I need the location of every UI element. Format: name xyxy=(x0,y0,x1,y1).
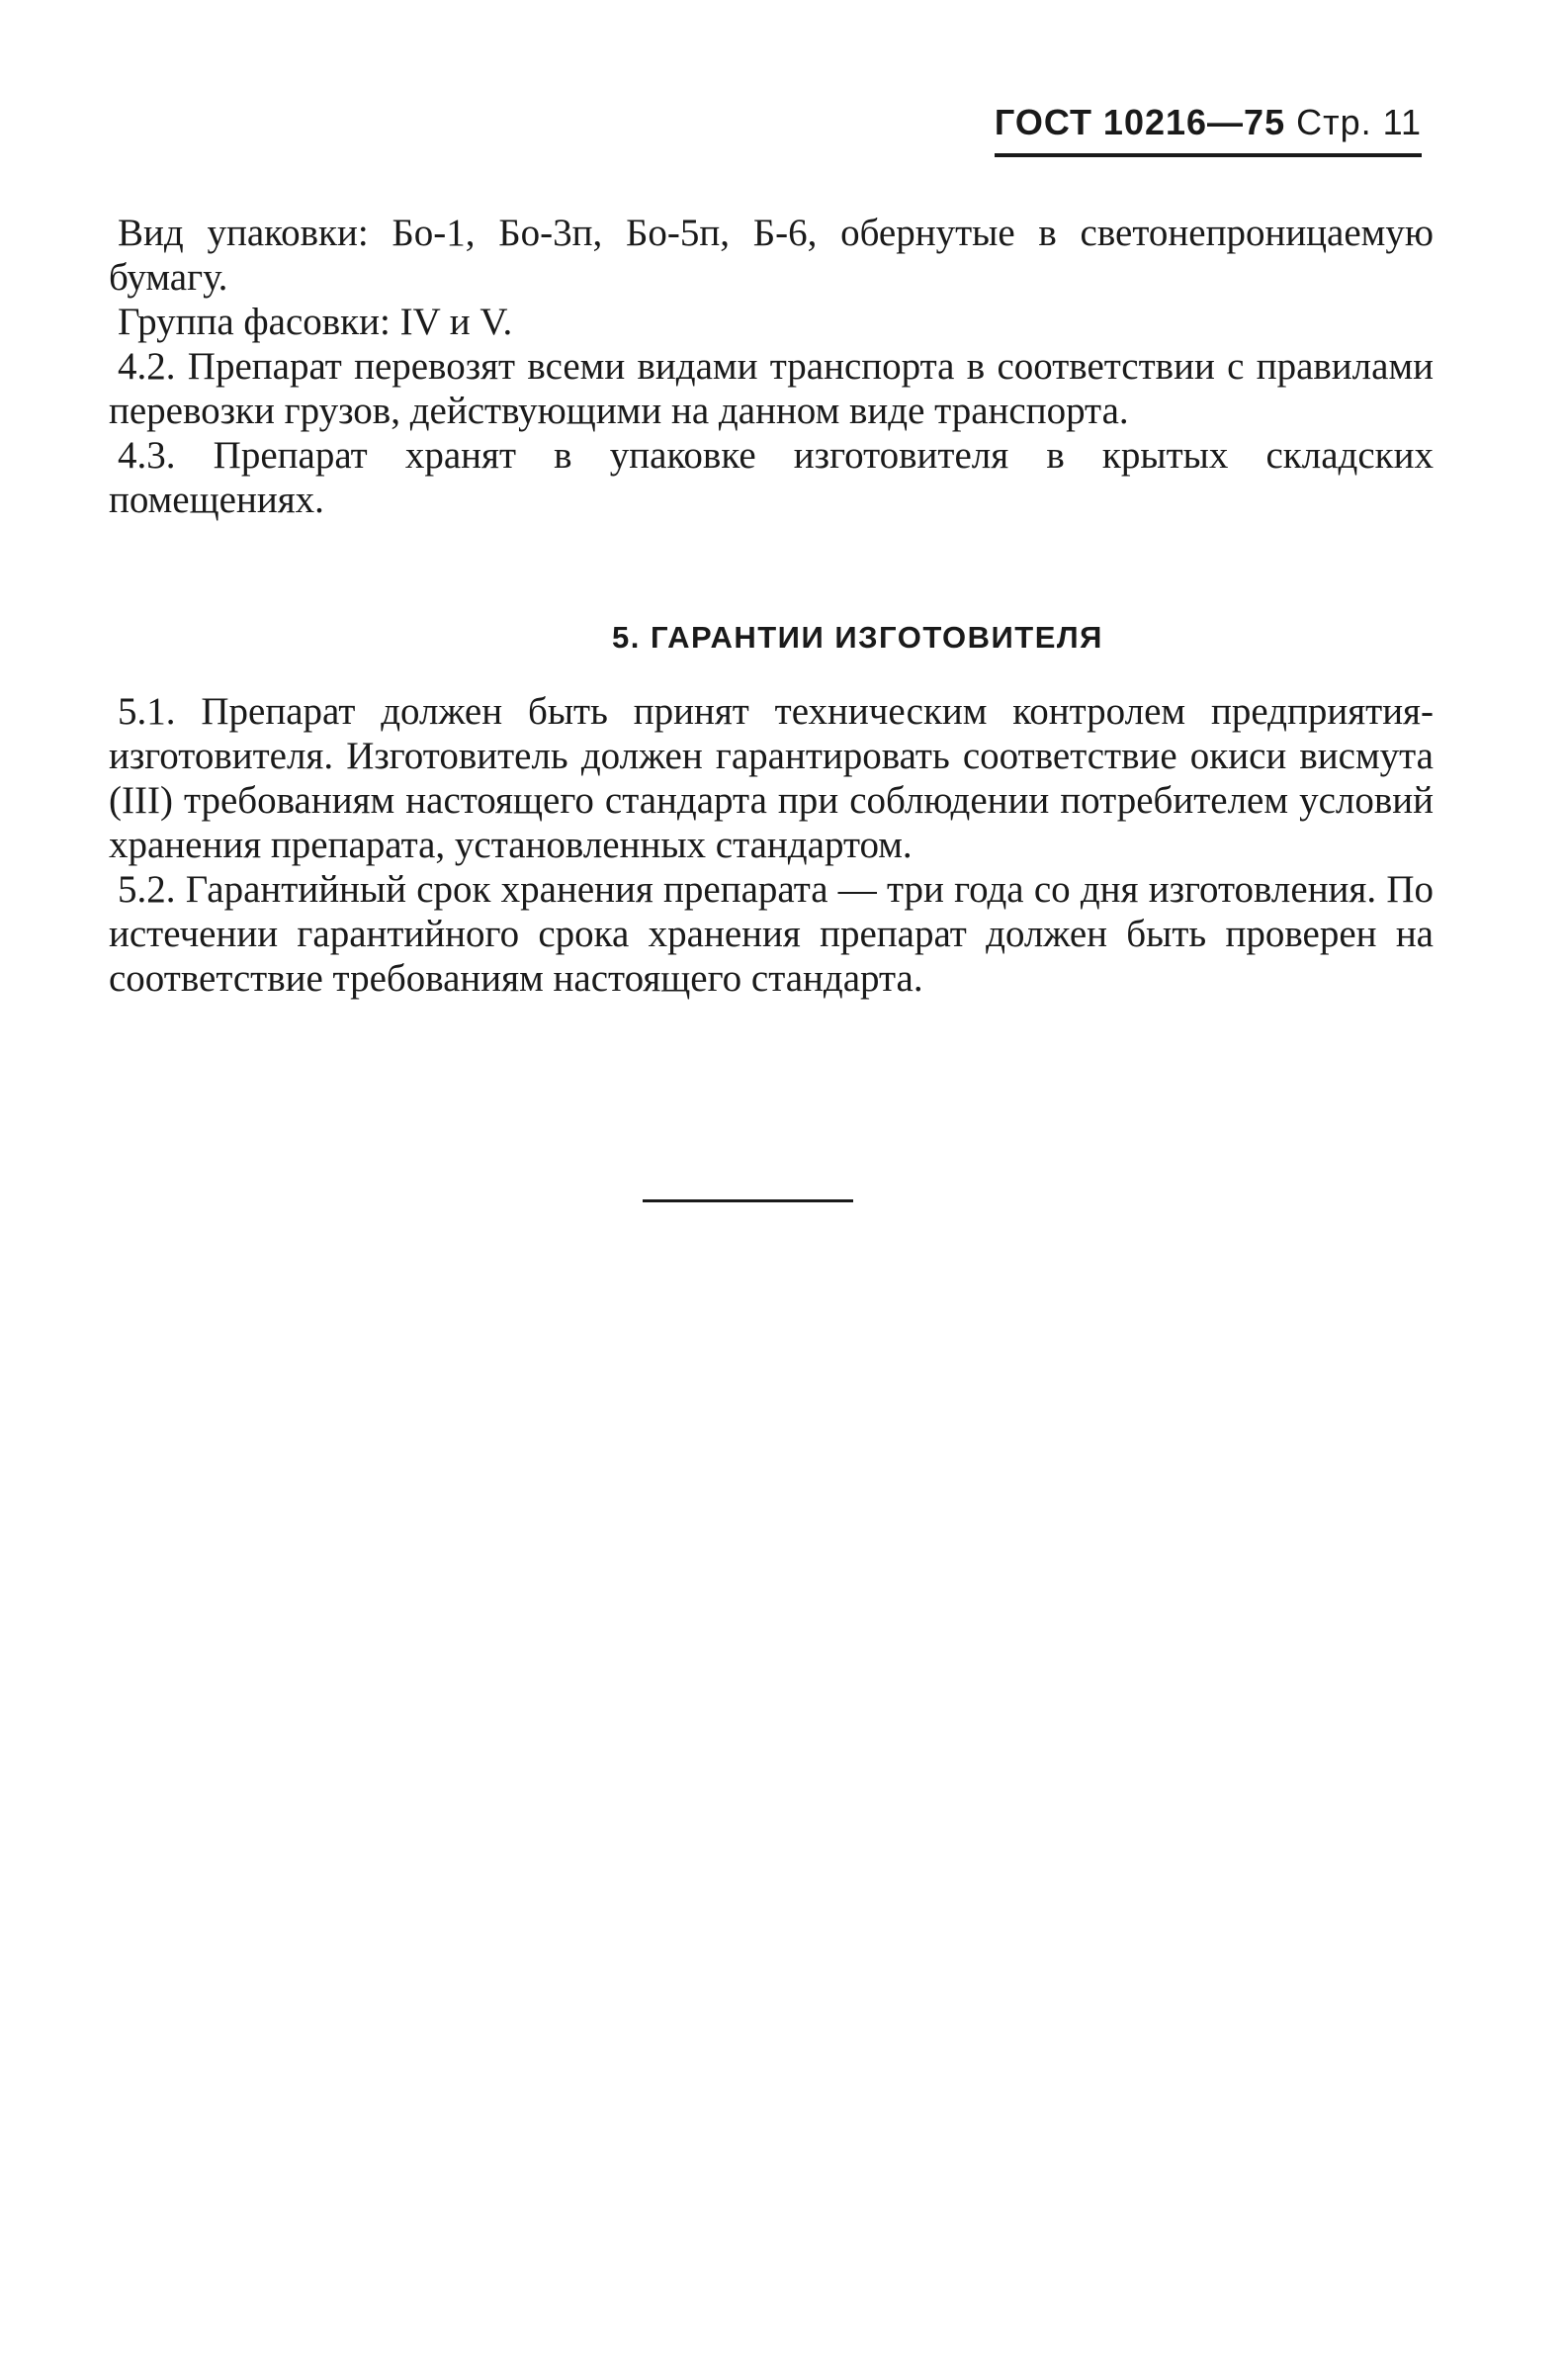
section-4-text xyxy=(109,211,1434,522)
paragraph-5-2: 5.2. Гарантийный срок хранения препарата — три года со дня изготовления. По истечении гарантийного срока хранения препарат должен быть проверен на соответствие требованиям настоящего стандарта. xyxy=(109,868,1434,1000)
paragraph-4-3: 4.3. Препарат хранят в упаковке изготовителя в крытых складских помещениях. xyxy=(109,434,1434,521)
section-5-title: 5. ГАРАНТИИ ИЗГОТОВИТЕЛЯ xyxy=(612,620,1103,655)
section-5-text xyxy=(109,689,1434,1001)
packaging-type-paragraph: Вид упаковки: Бо-1, Бо-3п, Бо-5п, Б-6, обернутые в светонепроницаемую бумагу. xyxy=(109,212,1434,299)
page-header xyxy=(995,102,1422,157)
paragraph-4-2: 4.2. Препарат перевозят всеми видами транспорта в соответствии с правилами перевозки грузов, действующими на данном виде транспорта. xyxy=(109,345,1434,432)
page-number: Стр. 11 xyxy=(1296,102,1422,142)
paragraph-5-1: 5.1. Препарат должен быть принят техническим контролем предприятия-изготовителя. Изготовитель должен гарантировать соответствие окиси висмута (III) требованиям настоящего стандарта при соблюдении потребителем условий хранения препарата, установленных стандартом. xyxy=(109,690,1434,866)
standard-number: ГОСТ 10216—75 xyxy=(994,102,1286,142)
packaging-group-paragraph: Группа фасовки: IV и V. xyxy=(118,301,513,343)
end-divider xyxy=(643,1199,853,1202)
